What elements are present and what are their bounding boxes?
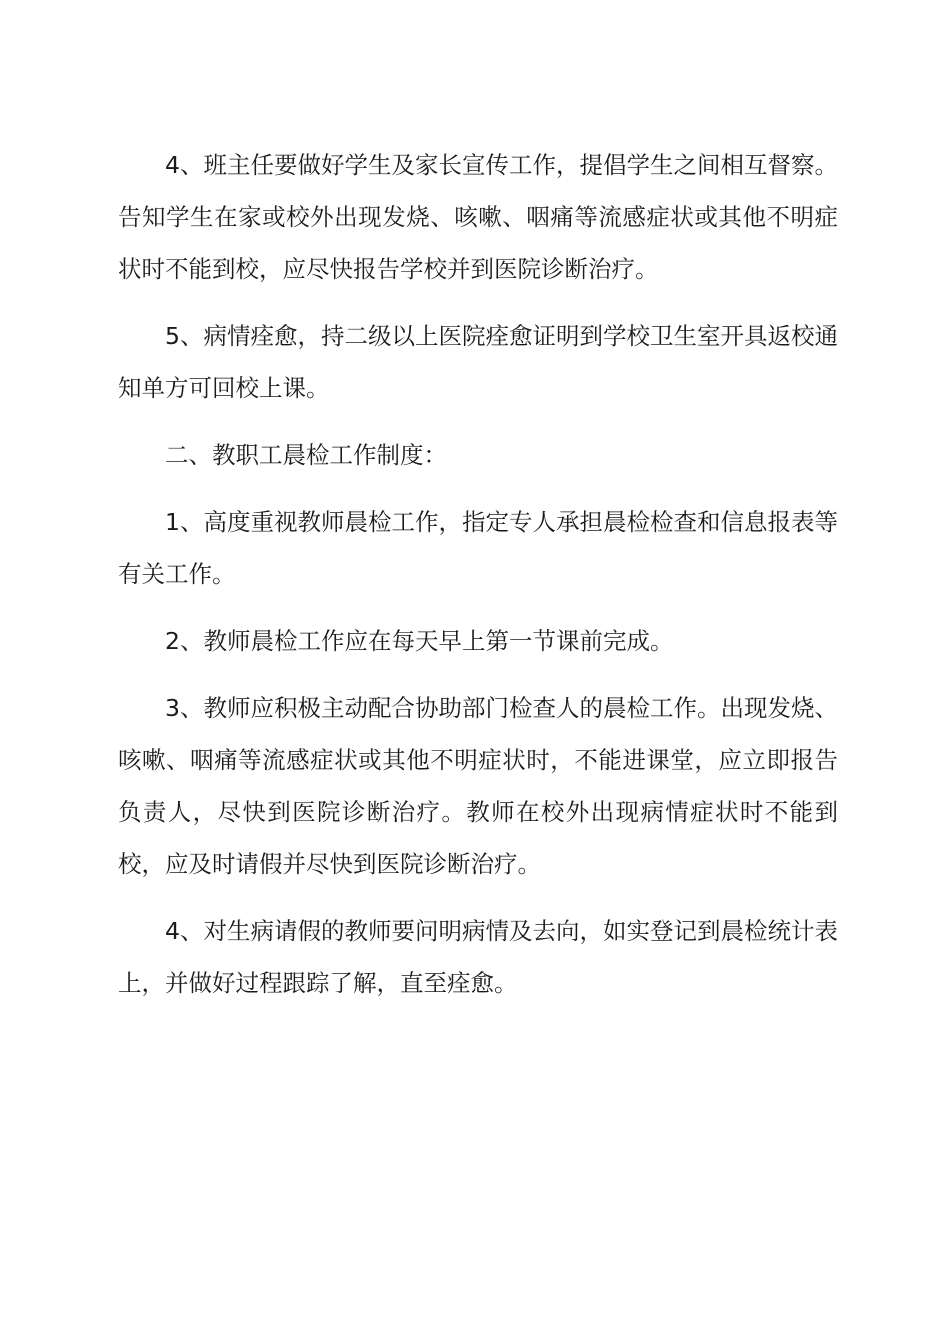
document-body (118, 139, 838, 1024)
paragraph-staff-item-4: 4、对生病请假的教师要问明病情及去向，如实登记到晨检统计表上，并做好过程跟踪了解，直至痊愈。 (118, 917, 838, 997)
paragraph-staff-item-3: 3、教师应积极主动配合协助部门检查人的晨检工作。出现发烧、咳嗽、咽痛等流感症状或其他不明症状时，不能进课堂，应立即报告负责人，尽快到医院诊断治疗。教师在校外出现病情症状时不能到校，应及时请假并尽快到医院诊断治疗。 (118, 694, 838, 878)
section-heading-staff-morning-check: 二、教职工晨检工作制度： (165, 441, 447, 469)
paragraph-student-item-5: 5、病情痊愈，持二级以上医院痊愈证明到学校卫生室开具返校通知单方可回校上课。 (118, 322, 838, 402)
paragraph-staff-item-2: 2、教师晨检工作应在每天早上第一节课前完成。 (165, 627, 674, 655)
paragraph-staff-item-1: 1、高度重视教师晨检工作，指定专人承担晨检检查和信息报表等有关工作。 (118, 508, 838, 588)
paragraph-student-item-4: 4、班主任要做好学生及家长宣传工作，提倡学生之间相互督察。告知学生在家或校外出现发烧、咳嗽、咽痛等流感症状或其他不明症状时不能到校，应尽快报告学校并到医院诊断治疗。 (118, 151, 838, 283)
